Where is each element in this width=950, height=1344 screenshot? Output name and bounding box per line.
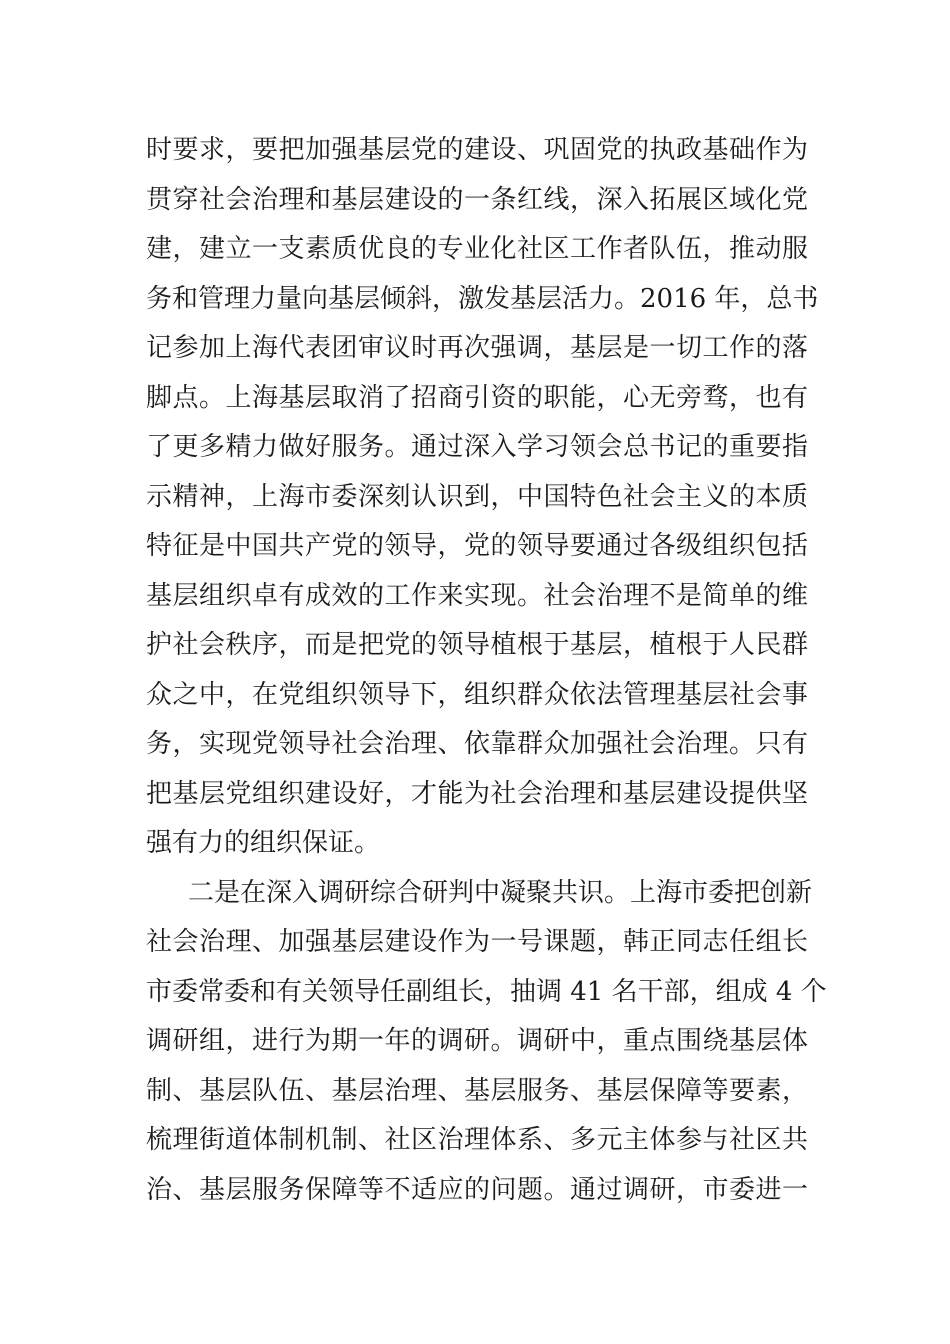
text-line-9: 特征是中国共产党的领导，党的领导要通过各级组织包括 (146, 531, 808, 561)
text-line-17: 社会治理、加强基层建设作为一号课题，韩正同志任组长 (146, 927, 808, 957)
text-line-19: 调研组，进行为期一年的调研。调研中，重点围绕基层体 (146, 1026, 808, 1056)
text-line-4: 务和管理力量向基层倾斜，激发基层活力。2016 年，总书 (146, 283, 819, 314)
text-line-10: 基层组织卓有成效的工作来实现。社会治理不是简单的维 (146, 580, 808, 611)
text-line-21: 梳理街道体制机制、社区治理体系、多元主体参与社区共 (146, 1125, 808, 1155)
text-line-6: 脚点。上海基层取消了招商引资的职能，心无旁骛，也有 (146, 382, 808, 413)
body-text (146, 126, 827, 1215)
text-line-12: 众之中，在党组织领导下，组织群众依法管理基层社会事 (146, 679, 808, 710)
text-line-20: 制、基层队伍、基层治理、基层服务、基层保障等要素， (146, 1075, 808, 1106)
text-line-5: 记参加上海代表团审议时再次强调，基层是一切工作的落 (146, 333, 808, 363)
text-line-11: 护社会秩序，而是把党的领导植根于基层，植根于人民群 (146, 630, 808, 660)
text-line-18: 市委常委和有关领导任副组长，抽调 41 名干部，组成 4 个 (146, 976, 827, 1007)
text-line-13: 务，实现党领导社会治理、依靠群众加强社会治理。只有 (146, 729, 808, 759)
text-line-2: 贯穿社会治理和基层建设的一条红线，深入拓展区域化党 (146, 184, 808, 215)
text-line-16: 二是在深入调研综合研判中凝聚共识。上海市委把创新 (188, 877, 813, 908)
text-line-15: 强有力的组织保证。 (146, 828, 381, 858)
text-line-7: 了更多精力做好服务。通过深入学习领会总书记的重要指 (146, 432, 808, 462)
text-line-8: 示精神，上海市委深刻认识到，中国特色社会主义的本质 (146, 481, 808, 512)
text-line-22: 治、基层服务保障等不适应的问题。通过调研，市委进一 (146, 1174, 808, 1205)
text-line-14: 把基层党组织建设好，才能为社会治理和基层建设提供坚 (146, 778, 808, 809)
text-line-3: 建，建立一支素质优良的专业化社区工作者队伍，推动服 (146, 234, 808, 264)
text-line-1: 时要求，要把加强基层党的建设、巩固党的执政基础作为 (146, 135, 808, 165)
